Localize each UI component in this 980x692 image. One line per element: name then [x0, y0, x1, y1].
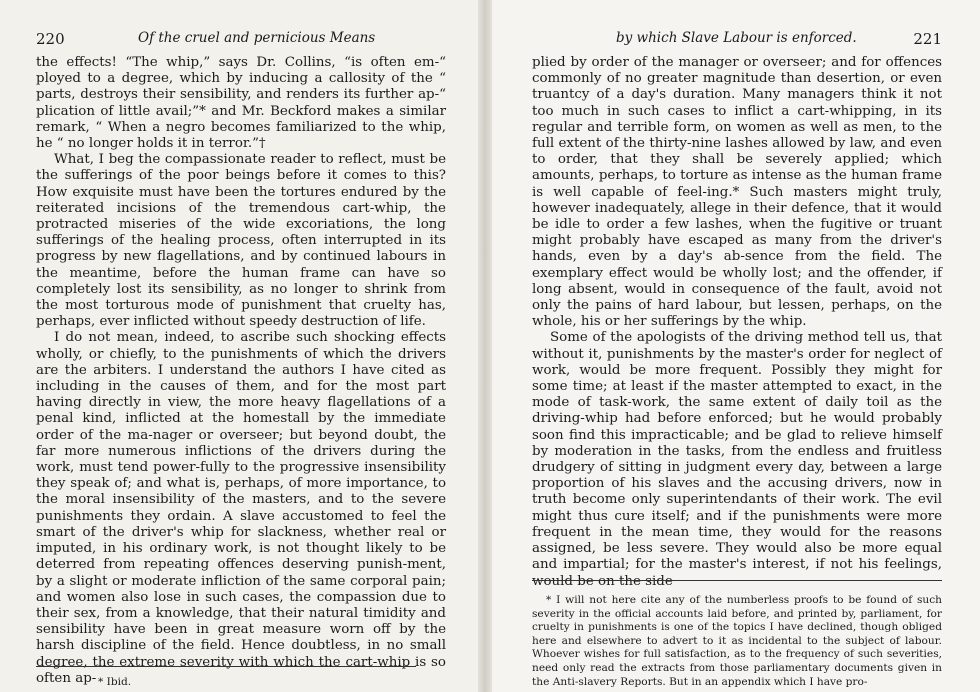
paragraph: What, I beg the compassionate reader to reflect, must be the sufferings of the poor beings before it comes to this? How exquisite must have been the tortures endured by the reiterated incisions of the tremendous cart-whip, the protracted miseries of the wide excoriations, the long sufferings of the healing process, often interrupted in its progress by new flagellations, and by continued labours in the meantime, before the human frame can have so completely lost its sensibility, as no longer to shrink from the most torturous mode of punishment that cruelty has, perhaps, ever inflicted without speedy destruction of life. [36, 152, 446, 330]
paragraph: the effects! “The whip,” says Dr. Collins, “is often em-“ ployed to a degree, which by inducing a callosity of the “ parts, destroys their sensibility, and renders its further ap-“ plication of little avail;”* and Mr. Beckford makes a similar remark, “ When a negro becomes familiarized to the whip, he “ no longer holds it in terror.”† [36, 55, 446, 152]
footnote [84, 676, 444, 690]
paragraph: I do not mean, indeed, to ascribe such shocking effects wholly, or chiefly, to the punishments of which the drivers are the arbiters. I understand the authors I have cited as including in the causes of them, and for the most part having directly in view, the more heavy flagellations of a penal kind, inflicted at the homestall by the immediate order of the ma-nager or overseer; but beyond doubt, the far more numerous inflictions of the drivers during the work, must tend power-fully to the progressive insensibility they speak of; and what is, perhaps, of more importance, to the moral insensibility of the masters, and to the severe punishments they ordain. A slave accustomed to feel the smart of the driver's whip for slackness, whether real or imputed, in his ordinary work, is not thought likely to be deterred from repeating offences deserving punish-ment, by a slight or moderate infliction of the same corporal pain; and women also lose in such cases, the compassion due to their sex, from a knowledge, that their natural timidity and sensibility have been in great measure worn off by the harsh discipline of the field. Hence doubtless, in no small degree, the extreme severity with which the cart-whip is so often ap- [36, 330, 446, 686]
paragraph: plied by order of the manager or overseer; and for offences commonly of no greater magnitude than desertion, or even truantcy of a day's duration. Many managers think it not too much in such cases to inflict a cart-whipping, in its regular and terrible form, on women as well as men, to the full extent of the thirty-nine lashes allowed by law, and even to order, that they shall be severely applied; which amounts, perhaps, to torture as intense as the human frame is well capable of feel-ing.* Such masters might truly, however inadequately, allege in their defence, that it would be idle to order a few lashes, when the fugitive or truant might probably have escaped as many from the driver's hands, even by a day's ab-sence from the field. The exemplary effect would be wholly lost; and the offender, if long absent, would in consequence of the fault, avoid not only the pains of hard labour, but lessen, perhaps, on the whole, his or her sufferings by the whip. [532, 55, 942, 330]
page-number: 221 [913, 30, 942, 48]
right-body-text [532, 55, 942, 590]
book-gutter [478, 0, 492, 692]
page-number: 220 [36, 30, 65, 48]
right-page-header [532, 30, 942, 52]
running-title: Of the cruel and pernicious Means [138, 30, 376, 46]
footnote-divider [532, 580, 942, 581]
paragraph: Some of the apologists of the driving method tell us, that without it, punishments by the master's order for neglect of work, would be more frequent. Possibly they might for some time; at least if the master attempted to exact, in the mode of task-work, the same extent of daily toil as the driving-whip had before enforced; but he would probably soon find this impracticable; and be glad to relieve himself by moderation in the tasks, from the endless and fruitless drudgery of sitting in judgment every day, between a large proportion of his slaves and the accusing drivers, now in truth become only superintendants of their work. The evil might thus cure itself; and if the punishments were more frequent in the mean time, they would for the reasons assigned, be less severe. They would also be more equal and impartial; for the master's interest, if not his feelings, would be on the side [532, 330, 942, 589]
footnote-text: * I will not here cite any of the numberless proofs to be found of such severity in the official accounts laid before, and printed by, parliament, for cruelty in punishments is one of the topics I have declined, though obliged here and elsewhere to advert to it as incidental to the subject of labour. Whoever wishes for full satisfaction, as to the frequency of such severities, need only read the extracts from those parliamentary documents given in the Anti-slavery Reports. But in an appendix which I have pro- [532, 594, 942, 688]
footnote [532, 594, 942, 689]
footnote-divider [36, 666, 416, 667]
left-body-text [36, 55, 446, 687]
left-page-header [36, 30, 452, 52]
running-title: by which Slave Labour is enforced. [616, 30, 857, 46]
right-page [492, 0, 980, 692]
left-page [0, 0, 478, 692]
footnote-text: * Ibid. [98, 676, 132, 688]
